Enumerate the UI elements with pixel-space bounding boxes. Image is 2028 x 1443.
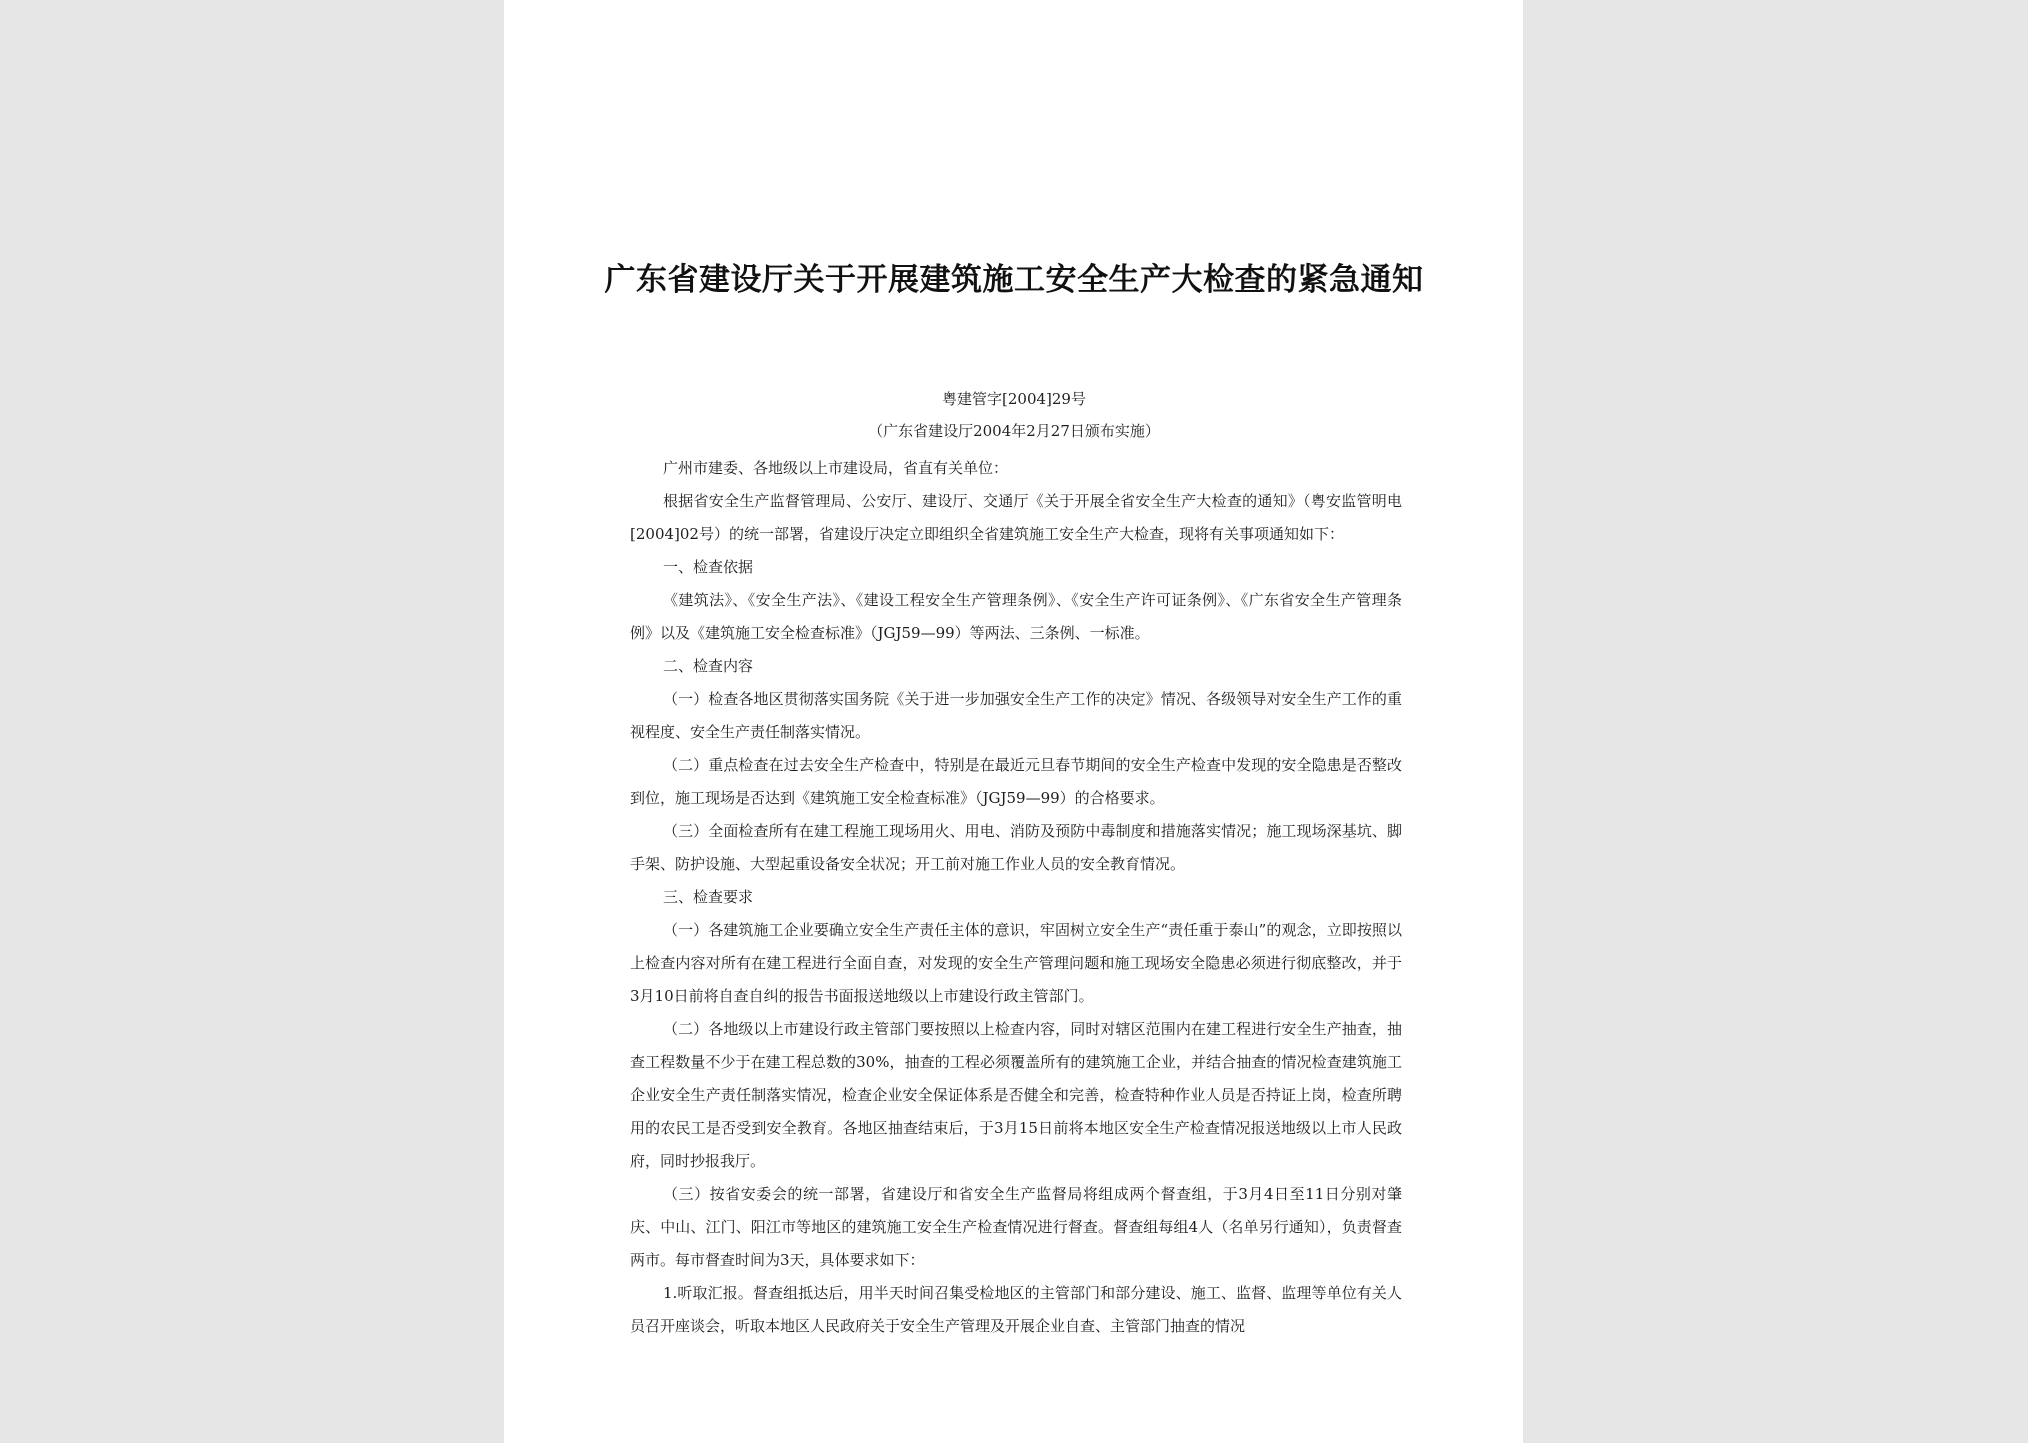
intro-paragraph: 根据省安全生产监督管理局、公安厅、建设厅、交通厅《关于开展全省安全生产大检查的通知》（粤安监管明电[2004]02号）的统一部署，省建设厅决定立即组织全省建筑施工安全生产大检查，现将有关事项通知如下： bbox=[630, 492, 1402, 543]
document-page bbox=[504, 0, 1523, 1443]
document-body bbox=[630, 452, 1402, 1343]
paragraph: （二）各地级以上市建设行政主管部门要按照以上检查内容，同时对辖区范围内在建工程进行安全生产抽查，抽查工程数量不少于在建工程总数的30%，抽查的工程必须覆盖所有的建筑施工企业，并结合抽查的情况检查建筑施工企业安全生产责任制落实情况，检查企业安全保证体系是否健全和完善，检查特种作业人员是否持证上岗，检查所聘用的农民工是否受到安全教育。各地区抽查结束后，于3月15日前将本地区安全生产检查情况报送地级以上市人民政府，同时抄报我厅。 bbox=[630, 1020, 1402, 1170]
paragraph: （一）检查各地区贯彻落实国务院《关于进一步加强安全生产工作的决定》情况、各级领导对安全生产工作的重视程度、安全生产责任制落实情况。 bbox=[630, 690, 1402, 741]
section-heading-requirements: 三、检查要求 bbox=[663, 888, 754, 906]
paragraph: （三）全面检查所有在建工程施工现场用火、用电、消防及预防中毒制度和措施落实情况；施工现场深基坑、脚手架、防护设施、大型起重设备安全状况；开工前对施工作业人员的安全教育情况。 bbox=[630, 822, 1402, 873]
document-number: 粤建管字[2004]29号 bbox=[942, 390, 1086, 408]
document-title: 广东省建设厅关于开展建筑施工安全生产大检查的紧急通知 bbox=[604, 262, 1424, 298]
section-heading-content: 二、检查内容 bbox=[663, 657, 754, 675]
paragraph: （一）各建筑施工企业要确立安全生产责任主体的意识，牢固树立安全生产“责任重于泰山”的观念，立即按照以上检查内容对所有在建工程进行全面自查，对发现的安全生产管理问题和施工现场安全隐患必须进行彻底整改，并于3月10日前将自查自纠的报告书面报送地级以上市建设行政主管部门。 bbox=[630, 921, 1402, 1005]
section-heading-basis: 一、检查依据 bbox=[663, 558, 754, 576]
paragraph: （三）按省安委会的统一部署，省建设厅和省安全生产监督局将组成两个督查组，于3月4日至11日分别对肇庆、中山、江门、阳江市等地区的建筑施工安全生产检查情况进行督查。督查组每组4人（名单另行通知），负责督查两市。每市督查时间为3天，具体要求如下： bbox=[630, 1185, 1402, 1269]
issuance-note: （广东省建设厅2004年2月27日颁布实施） bbox=[868, 422, 1160, 440]
addressee-line: 广州市建委、各地级以上市建设局，省直有关单位： bbox=[663, 459, 1009, 477]
paragraph: 《建筑法》、《安全生产法》、《建设工程安全生产管理条例》、《安全生产许可证条例》、《广东省安全生产管理条例》以及《建筑施工安全检查标准》（JGJ59—99）等两法、三条例、一标准。 bbox=[630, 591, 1402, 642]
paragraph: 1.听取汇报。督查组抵达后，用半天时间召集受检地区的主管部门和部分建设、施工、监督、监理等单位有关人员召开座谈会，听取本地区人民政府关于安全生产管理及开展企业自查、主管部门抽查的情况 bbox=[630, 1284, 1402, 1335]
paragraph: （二）重点检查在过去安全生产检查中，特别是在最近元旦春节期间的安全生产检查中发现的安全隐患是否整改到位，施工现场是否达到《建筑施工安全检查标准》（JGJ59—99）的合格要求。 bbox=[630, 756, 1402, 807]
